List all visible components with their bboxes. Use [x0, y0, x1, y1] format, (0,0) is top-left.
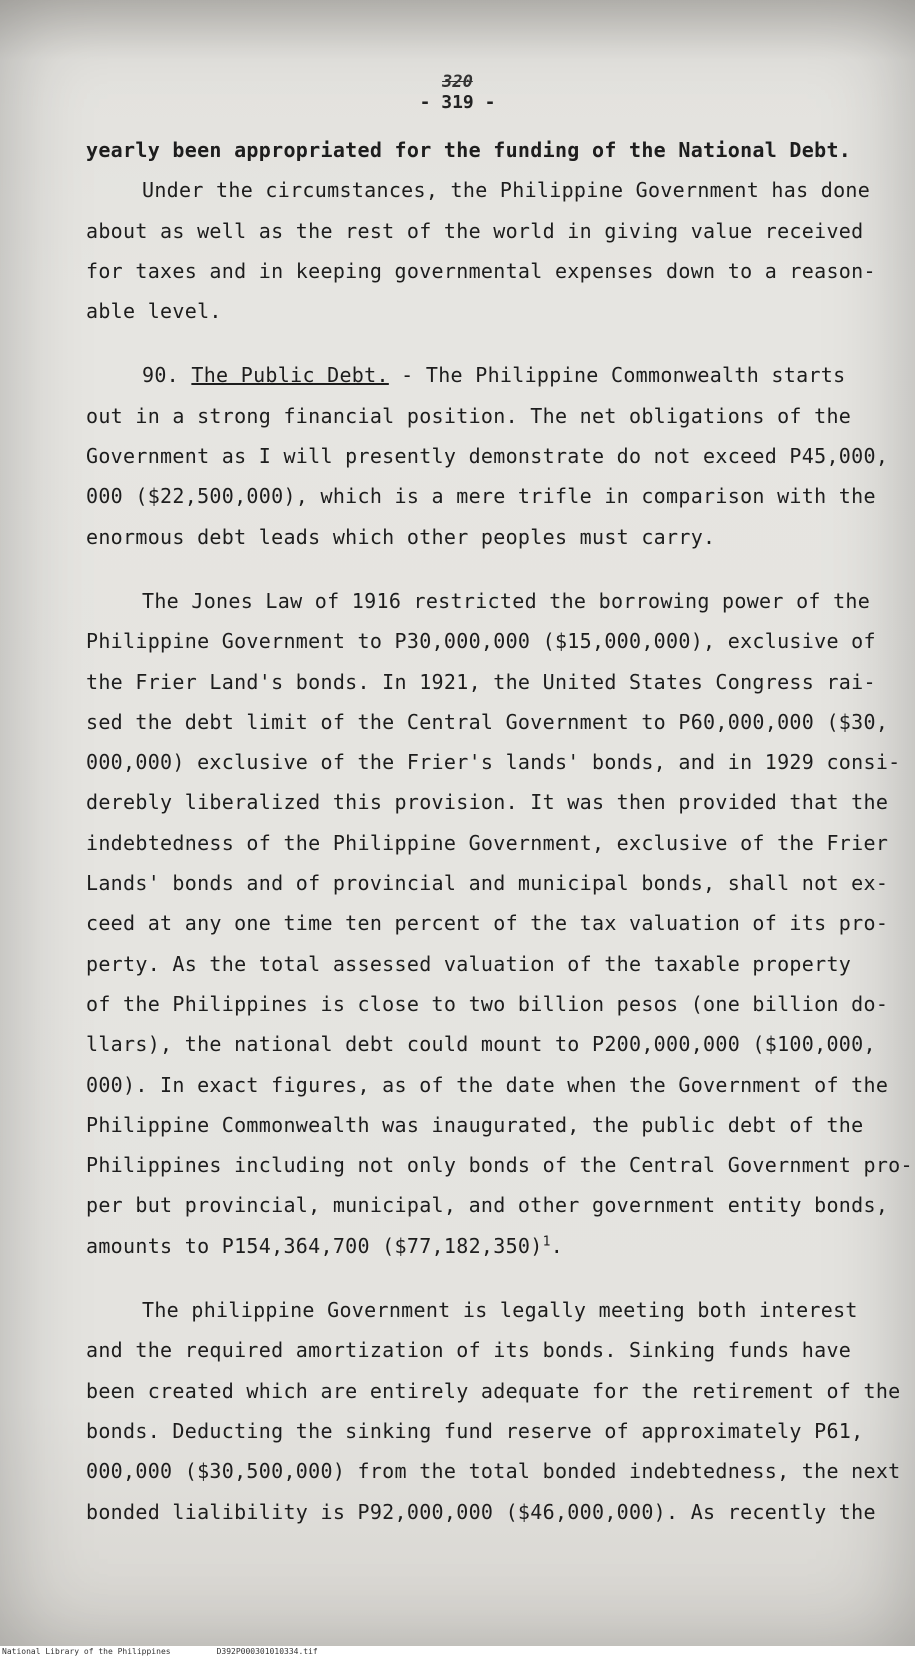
text-line: llars), the national debt could mount to P200,000,000 ($100,000, — [86, 1032, 876, 1057]
text-line: 000 ($22,500,000), which is a mere trifle in comparison with the — [86, 484, 876, 509]
text-line: Philippines including not only bonds of the Central Government pro- — [86, 1153, 913, 1178]
text-line: bonded lialibility is P92,000,000 ($46,000,000). As recently the — [86, 1499, 876, 1524]
text-line: 000,000 ($30,500,000) from the total bonded indebtedness, the next — [86, 1459, 901, 1484]
footnote-marker: 1 — [542, 1234, 551, 1250]
section-heading: The Public Debt. — [191, 363, 389, 388]
section-heading-rest: - The Philippine Commonwealth starts — [388, 363, 846, 388]
text-line: indebtedness of the Philippine Government, exclusive of the Frier — [86, 830, 889, 855]
text-line: bonds. Deducting the sinking fund reserve of approximately P61, — [86, 1418, 864, 1443]
text-line: for taxes and in keeping governmental expenses down to a reason- — [86, 258, 876, 283]
text-segment: . — [550, 1233, 564, 1258]
text-line: yearly been appropriated for the funding of the National Debt. — [86, 138, 852, 162]
text-line: sed the debt limit of the Central Government to P60,000,000 ($30, — [86, 709, 889, 734]
text-line: able level. — [86, 299, 222, 324]
text-line: ceed at any one time ten percent of the tax valuation of its pro- — [86, 911, 889, 936]
text-line: Lands' bonds and of provincial and municipal bonds, shall not ex- — [86, 871, 889, 896]
section-heading-line — [86, 355, 856, 395]
text-line: perty. As the total assessed valuation of the taxable property — [86, 951, 852, 976]
text-line: derebly liberalized this provision. It was then provided that the — [86, 790, 889, 815]
library-name: National Library of the Philippines — [2, 1647, 171, 1656]
text-line: The philippine Government is legally meeting both interest — [142, 1298, 858, 1323]
text-line: 000). In exact figures, as of the date when the Government of the — [86, 1072, 889, 1097]
text-line: been created which are entirely adequate for the retirement of the — [86, 1378, 901, 1403]
page-number: - 319 - — [419, 92, 496, 113]
text-line: about as well as the rest of the world in giving value received — [86, 218, 864, 243]
body-text — [86, 130, 913, 1532]
file-name: D392P000301010334.tif — [216, 1647, 318, 1656]
text-segment: amounts to P154,364,700 ($77,182,350) — [86, 1233, 543, 1258]
text-line: Government as I will presently demonstrate do not exceed P45,000, — [86, 444, 889, 469]
text-line-with-footnote — [86, 1226, 856, 1266]
text-line: Philippine Commonwealth was inaugurated, the public debt of the — [86, 1112, 864, 1137]
text-line: of the Philippines is close to two billion pesos (one billion do- — [86, 991, 889, 1016]
section-number: 90. — [142, 363, 180, 388]
text-line: out in a strong financial position. The net obligations of the — [86, 403, 852, 428]
text-line: and the required amortization of its bonds. Sinking funds have — [86, 1338, 852, 1363]
page-number-old: 320 — [442, 72, 473, 92]
text-line: 000,000) exclusive of the Frier's lands' bonds, and in 1929 consi- — [86, 750, 901, 775]
text-line: enormous debt leads which other peoples must carry. — [86, 524, 716, 549]
text-line: Philippine Government to P30,000,000 ($15,000,000), exclusive of — [86, 629, 876, 654]
text-line: The Jones Law of 1916 restricted the borrowing power of the — [142, 588, 871, 613]
scan-footer — [0, 1646, 915, 1658]
text-line: the Frier Land's bonds. In 1921, the United States Congress rai- — [86, 669, 876, 694]
text-line: per but provincial, municipal, and other government entity bonds, — [86, 1193, 889, 1218]
text-line: Under the circumstances, the Philippine Government has done — [142, 178, 871, 203]
